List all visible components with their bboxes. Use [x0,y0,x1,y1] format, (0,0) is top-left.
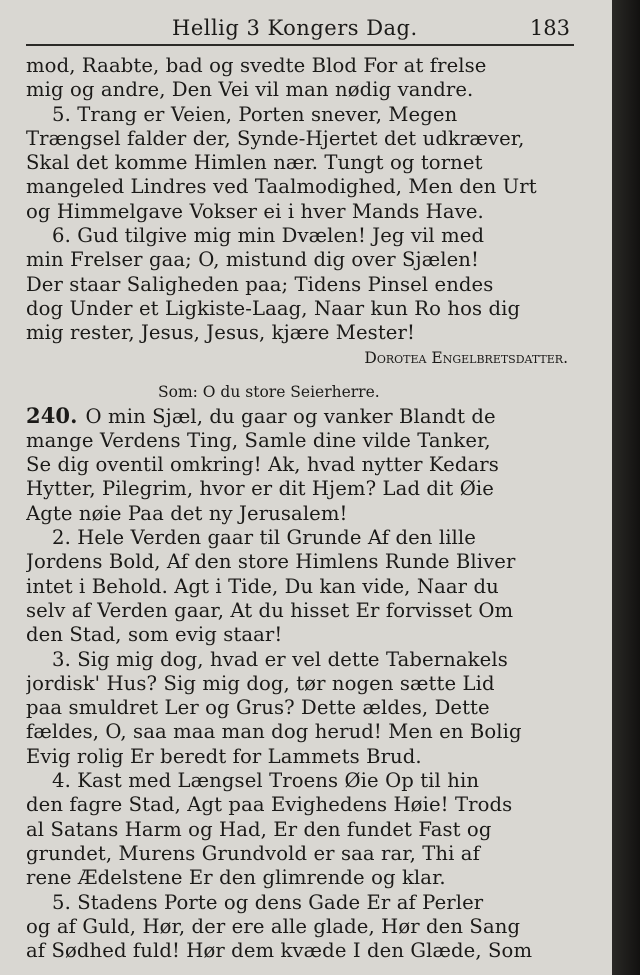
hymn-240 [26,404,578,526]
text-line: Der staar Saligheden paa; Tidens Pinsel endes [26,272,494,296]
verse-4 [26,769,578,890]
text-line: selv af Verden gaar, At du hisset Er forvisset Om [26,598,514,622]
verse-5-second [26,891,578,964]
page-header [26,14,574,46]
text-line: mod, Raabte, bad og svedte Blod For at frelse [26,54,487,77]
verse-6 [26,224,578,345]
verse-continuation [26,54,578,103]
text-line: intet i Behold. Agt i Tide, Du kan vide, Naar du [26,574,499,598]
verse-5 [26,103,578,224]
text-line: rene Ædelstene Er den glimrende og klar. [26,866,446,890]
text-line: mig og andre, Den Vei vil man nødig vandre. [26,78,474,102]
text-line: Jordens Bold, Af den store Himlens Runde Bliver [26,550,516,574]
text-line: 6. Gud tilgive mig min Dvælen! Jeg vil med [52,224,485,248]
text-line: Evig rolig Er beredt for Lammets Brud. [26,744,422,768]
text-line: dog Under et Ligkiste-Laag, Naar kun Ro hos dig [26,296,521,320]
text-line: Hytter, Pilegrim, hvor er dit Hjem? Lad dit Øie [26,477,494,501]
text-line: Se dig oventil omkring! Ak, hvad nytter Kedars [26,453,499,477]
text-line: mange Verdens Ting, Samle dine vilde Tanker, [26,428,491,452]
text-line: al Satans Harm og Had, Er den fundet Fast og [26,817,492,841]
text-line: mig rester, Jesus, Jesus, kjære Mester! [26,321,415,345]
page-body [26,54,578,963]
text-line: 5. Stadens Porte og dens Gade Er af Perler [52,890,484,914]
text-line: O min Sjæl, du gaar og vanker Blandt de [85,404,496,428]
text-line: Agte nøie Paa det ny Jerusalem! [26,501,348,525]
hymn-author: Dorotea Engelbretsdatter. [364,348,568,367]
text-line: 3. Sig mig dog, hvad er vel dette Tabernakels [52,647,508,671]
hymn-first-line [26,404,578,429]
verse-2 [26,526,578,647]
text-line: den Stad, som evig staar! [26,623,283,647]
text-line: 5. Trang er Veien, Porten snever, Megen [52,102,458,126]
hymn-number: 240. [26,403,78,428]
text-line: 2. Hele Verden gaar til Grunde Af den lille [52,526,476,550]
page-number: 183 [529,16,570,40]
text-line: jordisk' Hus? Sig mig dog, tør nogen sætte Lid [26,671,495,695]
text-line: og Himmelgave Vokser ei i hver Mands Have. [26,199,484,223]
tune-reference: Som: O du store Seierherre. [158,382,380,401]
text-line: af Sødhed fuld! Hør dem kvæde I den Glæde, Som [26,939,533,963]
text-line: 4. Kast med Længsel Troens Øie Op til hin [52,769,480,793]
text-line: paa smuldret Ler og Grus? Dette ældes, Dette [26,696,490,720]
text-line: mangeled Lindres ved Taalmodighed, Men den Urt [26,175,537,199]
verse-3 [26,648,578,769]
running-title: Hellig 3 Kongers Dag. [172,16,418,40]
text-line: Skal det komme Himlen nær. Tungt og tornet [26,151,483,175]
text-line: Trængsel falder der, Synde-Hjertet det udkræver, [26,126,525,150]
text-line: den fagre Stad, Agt paa Evighedens Høie! Trods [26,793,513,817]
book-edge [612,0,640,975]
text-line: grundet, Murens Grundvold er saa rar, Thi af [26,841,480,865]
text-line: fældes, O, saa maa man dog herud! Men en Bolig [26,720,522,744]
text-line: og af Guld, Hør, der ere alle glade, Hør den Sang [26,914,521,938]
text-line: min Frelser gaa; O, mistund dig over Sjælen! [26,248,479,272]
